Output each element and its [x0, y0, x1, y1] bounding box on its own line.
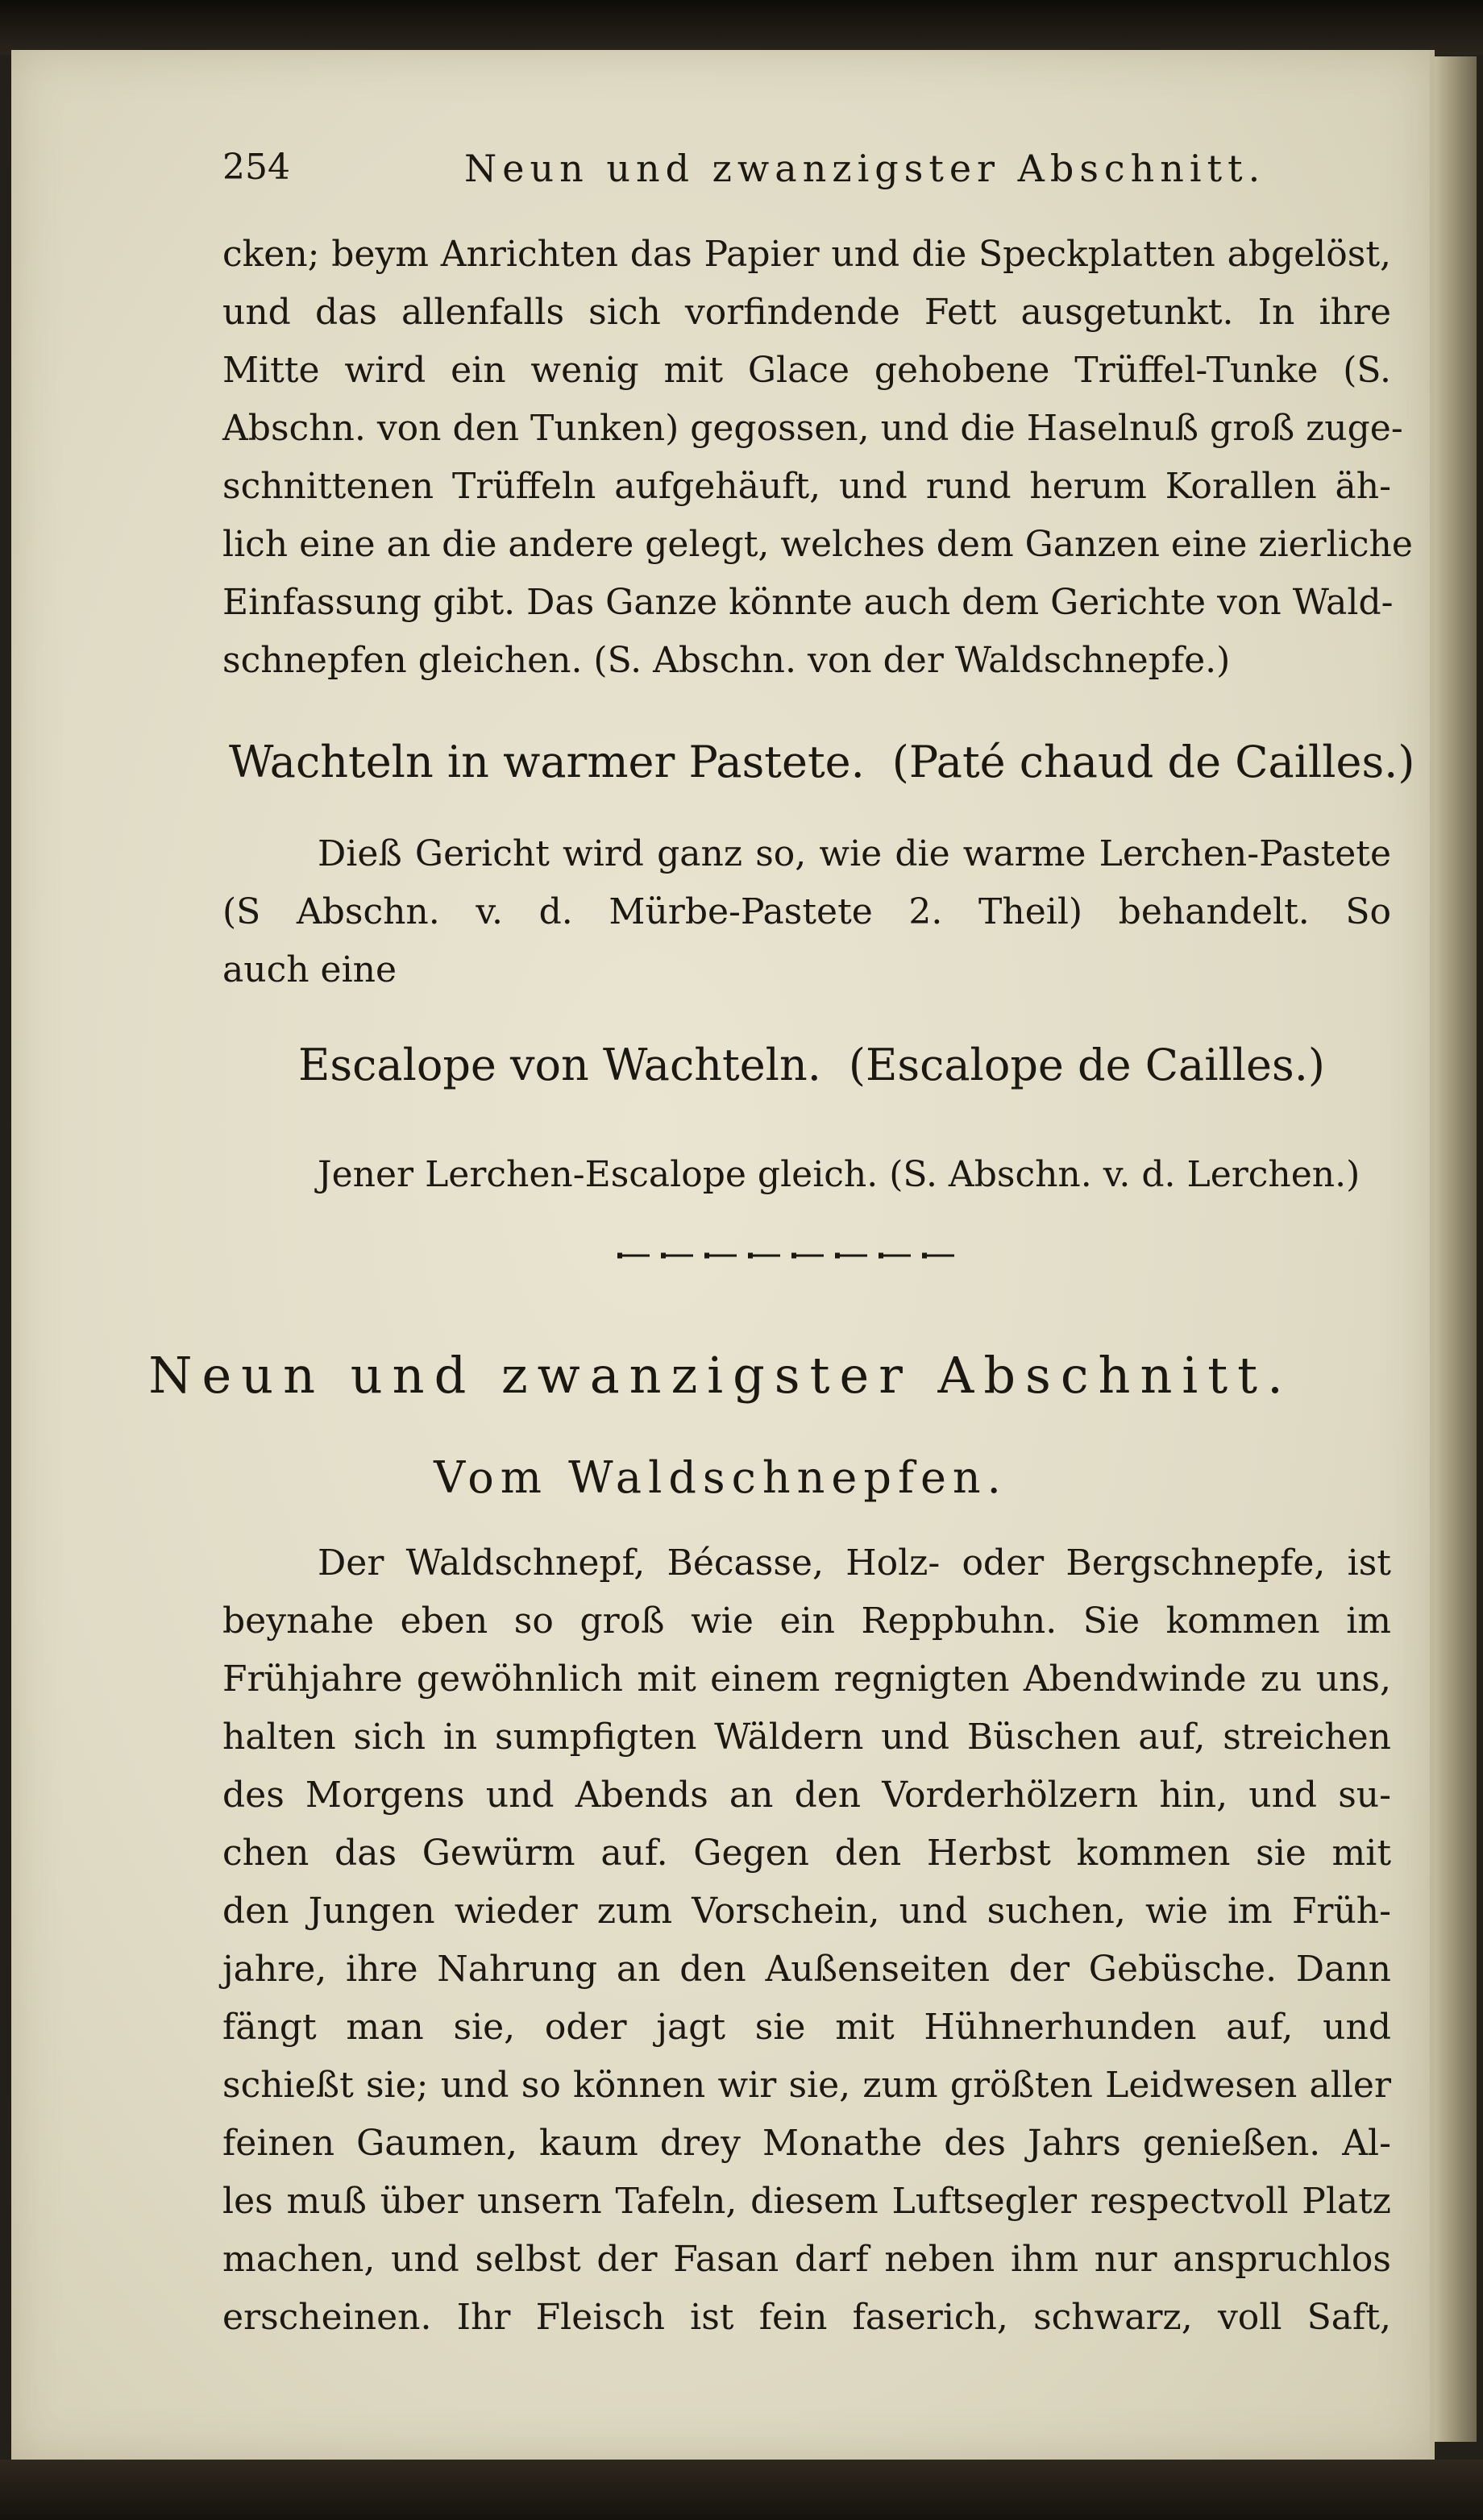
recipe-title-french: (Escalope de Cailles.): [848, 1040, 1325, 1090]
scan-bottom-border: [0, 2460, 1483, 2520]
recipe-title-french: (Paté chaud de Cailles.): [891, 737, 1415, 787]
text-line: beynahe eben so groß wie ein Reppbuhn. Sie kommen im: [222, 1600, 1391, 1642]
text-line: des Morgens und Abends an den Vorderhölzern hin, und su-: [222, 1775, 1391, 1816]
text-line: machen, und selbst der Fasan darf neben ihm nur anspruchlos: [222, 2239, 1391, 2280]
text-line: Einfassung gibt. Das Ganze könnte auch dem Gerichte von Wald-: [222, 582, 1394, 623]
text-line: Jener Lerchen-Escalope gleich. (S. Abschn. v. d. Lerchen.): [318, 1154, 1360, 1195]
text-line: schnepfen gleichen. (S. Abschn. von der Waldschnepfe.): [222, 640, 1231, 681]
recipe-heading-quail-escalope: [298, 1040, 1325, 1090]
chapter-subtitle: Vom Waldschnepfen.: [434, 1452, 1007, 1503]
text-line: und das allenfalls sich vorfindende Fett ausgetunkt. In ihre: [222, 292, 1391, 333]
text-line: fängt man sie, oder jagt sie mit Hühnerhunden auf, und: [222, 2007, 1391, 2048]
text-line: den Jungen wieder zum Vorschein, und suchen, wie im Früh-: [222, 1891, 1391, 1932]
text-line: schießt sie; und so können wir sie, zum größten Leidwesen aller: [222, 2065, 1391, 2106]
text-line: halten sich in sumpfigten Wäldern und Büschen auf, streichen: [222, 1717, 1391, 1758]
text-line: lich eine an die andere gelegt, welches dem Ganzen eine zierliche: [222, 524, 1413, 565]
paper-page: [11, 50, 1435, 2460]
page-text: [11, 50, 1430, 2460]
book-page-edge: [1431, 56, 1477, 2442]
recipe-title-german: Wachteln in warmer Pastete.: [229, 737, 865, 787]
text-line: Abschn. von den Tunken) gegossen, und die Haselnuß groß zuge-: [222, 408, 1403, 449]
text-line: Frühjahre gewöhnlich mit einem regnigten Abendwinde zu uns,: [222, 1659, 1391, 1700]
text-line: les muß über unsern Tafeln, diesem Luftsegler respectvoll Platz: [222, 2181, 1391, 2222]
running-title: Neun und zwanzigster Abschnitt.: [464, 147, 1266, 190]
text-line: auch eine: [222, 949, 397, 990]
text-line: Der Waldschnepf, Bécasse, Holz- oder Bergschnepfe, ist: [318, 1542, 1391, 1584]
text-line: cken; beym Anrichten das Papier und die Speckplatten abgelöst,: [222, 234, 1391, 275]
recipe-heading-quail-pie: [229, 737, 1414, 787]
text-line: Dieß Gericht wird ganz so, wie die warme Lerchen-Pastete: [318, 833, 1391, 874]
scan-top-border: [0, 0, 1483, 55]
text-line: (S Abschn. v. d. Mürbe-Pastete 2. Theil) behandelt. So: [222, 891, 1391, 932]
text-line: schnittenen Trüffeln aufgehäuft, und rund herum Korallen äh-: [222, 466, 1391, 507]
section-divider-ornament: [617, 1249, 964, 1262]
text-line: chen das Gewürm auf. Gegen den Herbst kommen sie mit: [222, 1833, 1391, 1874]
page-number: 254: [222, 147, 290, 188]
text-line: erscheinen. Ihr Fleisch ist fein faserich, schwarz, voll Saft,: [222, 2297, 1391, 2338]
text-line: feinen Gaumen, kaum drey Monathe des Jahrs genießen. Al-: [222, 2123, 1391, 2164]
chapter-title: Neun und zwanzigster Abschnitt.: [148, 1346, 1293, 1405]
running-head: [222, 147, 1391, 211]
text-line: jahre, ihre Nahrung an den Außenseiten der Gebüsche. Dann: [222, 1949, 1391, 1990]
text-line: Mitte wird ein wenig mit Glace gehobene Trüffel-Tunke (S.: [222, 350, 1391, 391]
recipe-title-german: Escalope von Wachteln.: [298, 1040, 821, 1090]
